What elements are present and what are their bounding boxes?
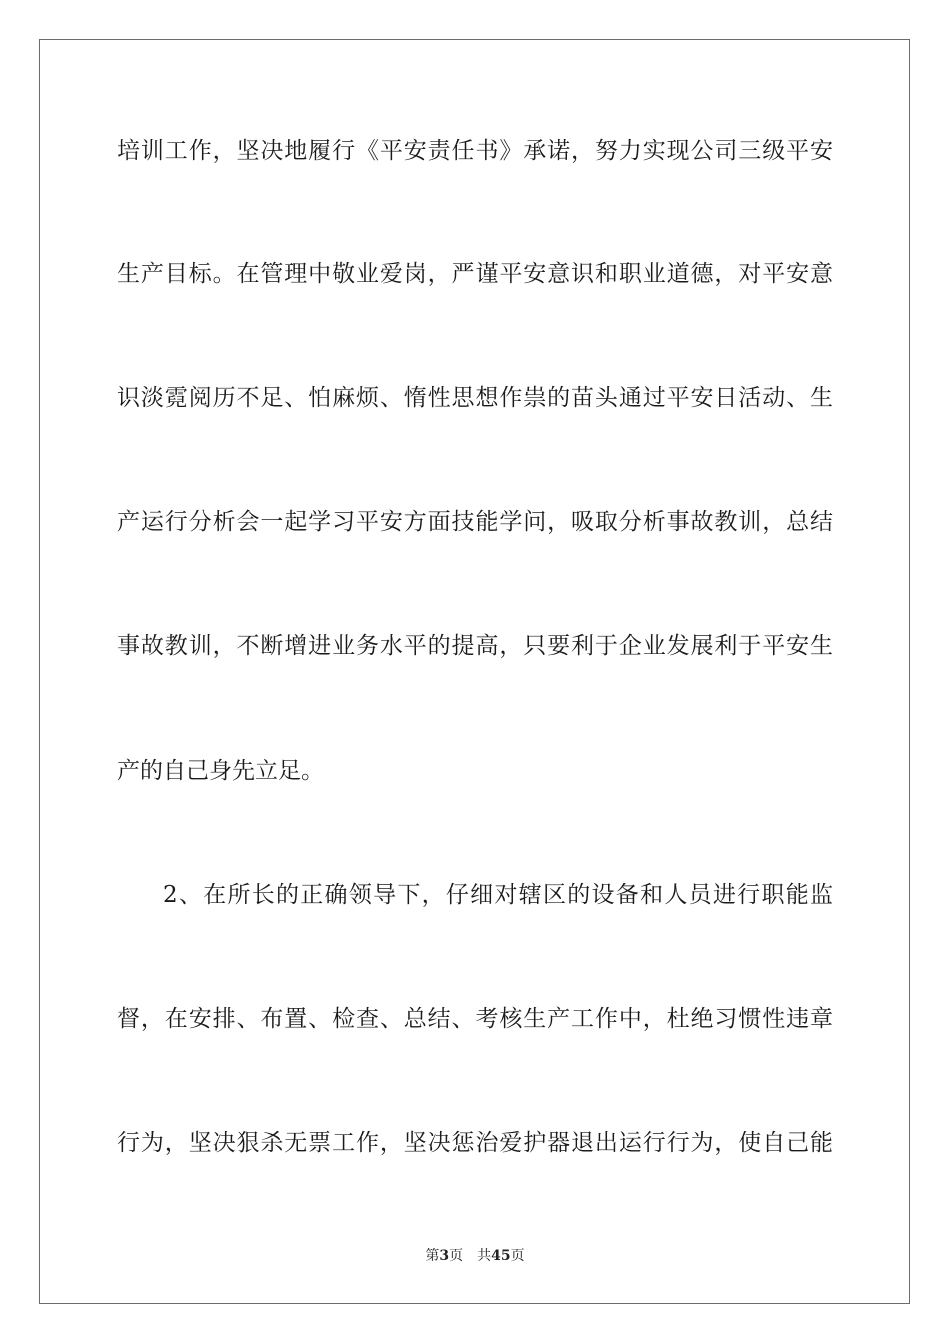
paragraph-line: 督，在安排、布置、检查、总结、考核生产工作中，杜绝习惯性违章 <box>117 1006 833 1032</box>
paragraph-line: 识淡霓阅历不足、怕麻烦、惰性思想作祟的苗头通过平安日活动、生 <box>117 385 833 411</box>
footer-page-suffix: 页 <box>449 1248 464 1264</box>
footer-total-prefix: 共 <box>477 1248 492 1264</box>
paragraph-line: 事故教训，不断增进业务水平的提高，只要利于企业发展利于平安生 <box>117 633 833 659</box>
footer-total-number: 45 <box>491 1248 511 1264</box>
paragraph-line: 培训工作，坚决地履行《平安责任书》承诺，努力实现公司三级平安 <box>117 138 833 164</box>
paragraph-line: 生产目标。在管理中敬业爱岗，严谨平安意识和职业道德，对平安意 <box>117 261 833 287</box>
page-footer <box>0 1247 950 1265</box>
paragraph-line: 产的自己身先立足。 <box>117 758 324 784</box>
footer-total-suffix: 页 <box>510 1248 525 1264</box>
footer-page-prefix: 第 <box>425 1248 440 1264</box>
footer-page-number: 3 <box>439 1248 450 1264</box>
paragraph-line: 2、在所长的正确领导下，仔细对辖区的设备和人员进行职能监 <box>163 882 833 908</box>
paragraph-line: 行为，坚决狠杀无票工作，坚决惩治爱护器退出运行行为，使自己能 <box>117 1130 833 1156</box>
page-border <box>39 39 910 1304</box>
paragraph-line: 产运行分析会一起学习平安方面技能学问，吸取分析事故教训，总结 <box>117 509 833 535</box>
